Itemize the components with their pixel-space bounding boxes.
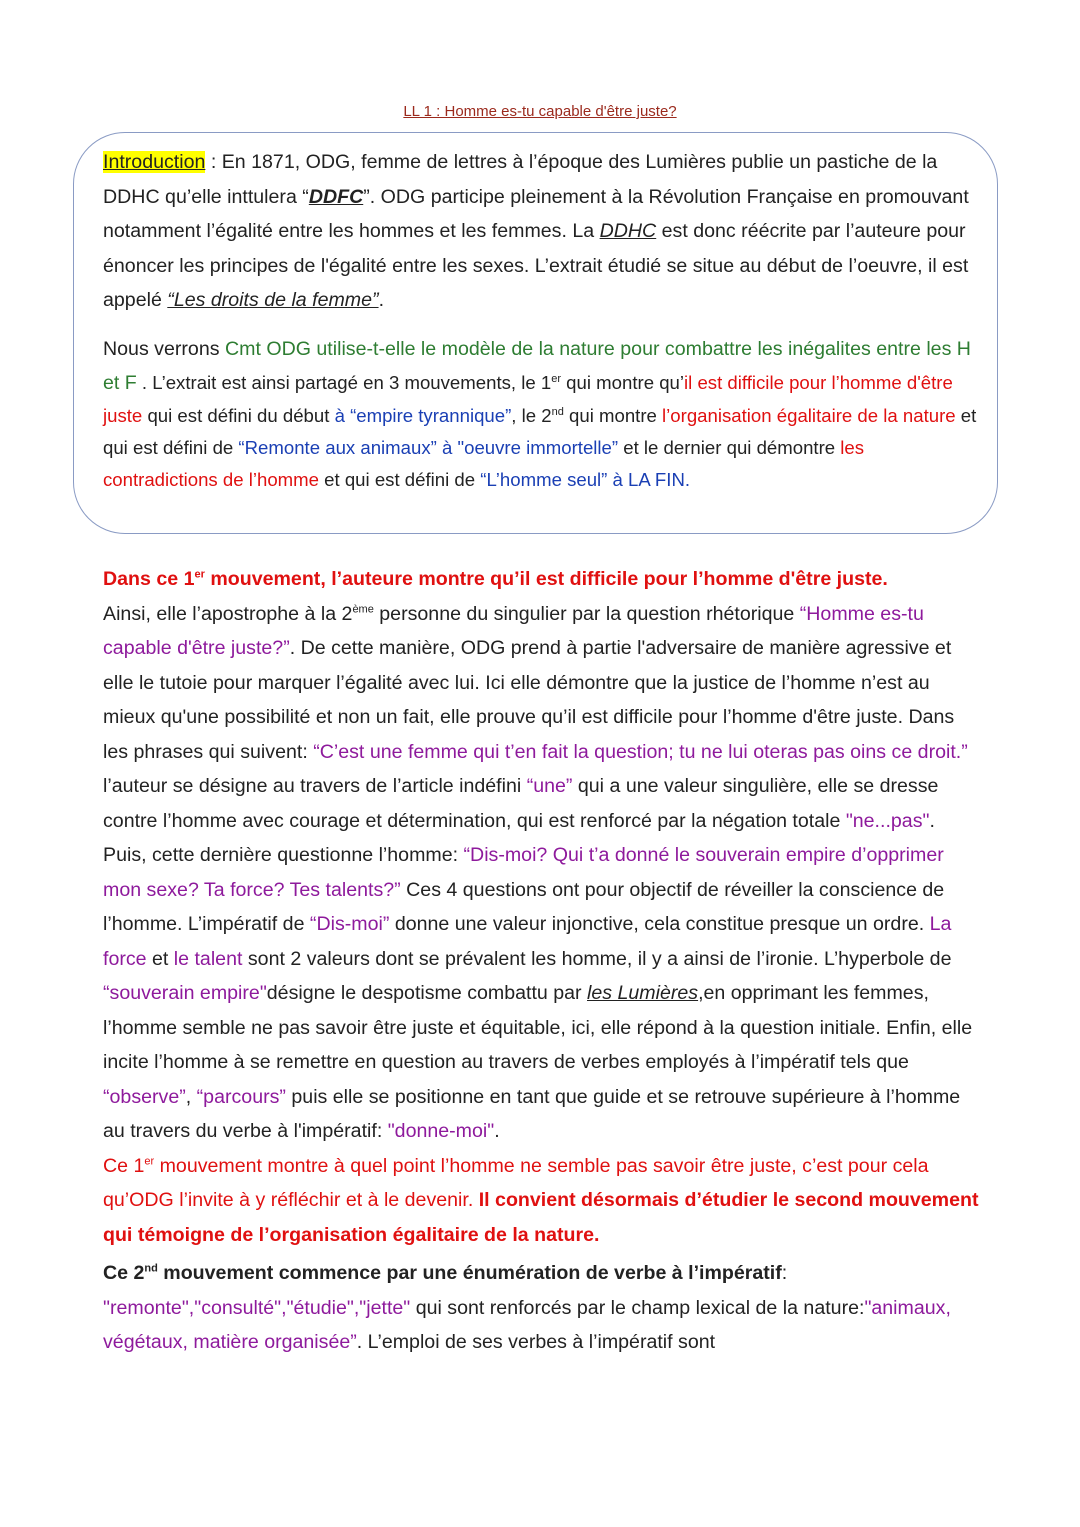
intro-text: est donc réécrite par l’auteure pour énoncer les principes de l'égalité entre les sexes. L’extrait étudié se situe au début de l’oeuvre, il est appelé bbox=[103, 220, 969, 312]
lumieres-term: les Lumières bbox=[587, 982, 699, 1004]
movement-1-summary: il est difficile pour l’homme d'être juste bbox=[103, 372, 953, 426]
quote: “Dis-moi? Qui t’a donné le souverain empire d’opprimer mon sexe? Ta force? Tes talents?” bbox=[103, 844, 944, 901]
plan-text: qui est défini du début bbox=[142, 405, 335, 426]
quote: “observe” bbox=[103, 1085, 186, 1108]
movement-2-summary: l’organisation égalitaire de la nature bbox=[662, 405, 956, 426]
plan-paragraph bbox=[103, 332, 983, 496]
plan-section bbox=[103, 332, 983, 496]
movement-2-heading: Ce 2nd mouvement commence par une énumération de verbe à l’impératif bbox=[103, 1262, 782, 1284]
quote: La force bbox=[103, 913, 952, 970]
plan-text: qui montre bbox=[563, 405, 663, 426]
quote: "donne-moi" bbox=[387, 1120, 495, 1142]
page-title: LL 1 : Homme es-tu capable d'être juste? bbox=[403, 103, 677, 120]
extract-title: “Les droits de la femme” bbox=[167, 289, 379, 312]
introduction-paragraph bbox=[103, 145, 983, 318]
quote: "remonte","consulté","étudie","jette" bbox=[103, 1296, 411, 1319]
analysis-section bbox=[103, 562, 983, 1360]
quote: “parcours” bbox=[196, 1085, 286, 1108]
ordinal-sup: er bbox=[551, 372, 562, 385]
intro-text: . bbox=[378, 289, 385, 312]
plan-text: et qui est défini de bbox=[319, 469, 481, 490]
movement-1-range: à “empire tyrannique” bbox=[334, 405, 512, 426]
plan-text: Nous verrons bbox=[103, 338, 225, 360]
plan-text: , le 2 bbox=[511, 405, 552, 426]
plan-text: qui montre qu’ bbox=[561, 372, 685, 393]
movement-2-paragraph: Ce 2nd mouvement commence par une énumération de verbe à l’impératif: "remonte","consulté","étudie","jette" qui sont renforcés par le champ lexical de la nature:"animaux, végétaux, matière organisée”. L’emploi de ses verbes à l’impératif sont bbox=[103, 1262, 951, 1353]
quote: “C’est une femme qui t’en fait la question; tu ne lui oteras pas oins ce droit.” bbox=[313, 740, 968, 763]
transition: Il convient désormais d’étudier le second mouvement qui témoigne de l’organisation égalitaire de la nature. bbox=[103, 1189, 979, 1246]
quote: “Homme es-tu capable d'être juste?” bbox=[103, 602, 924, 659]
movement-1-heading: Dans ce 1er mouvement, l’auteure montre qu’il est difficile pour l’homme d'être juste. bbox=[103, 568, 888, 590]
introduction-section bbox=[103, 145, 983, 318]
intro-text: ”. ODG participe pleinement à la Révolution Française en promouvant notamment l’égalité entre les hommes et les femmes. La bbox=[103, 185, 969, 243]
plan-text: . L’extrait est ainsi partagé en 3 mouvements, le 1 bbox=[136, 372, 552, 393]
introduction-label: Introduction bbox=[103, 151, 206, 173]
plan-text: et qui est défini de bbox=[103, 405, 977, 458]
movement-1-conclusion: Ce 1er mouvement montre à quel point l’homme ne semble pas savoir être juste, c’est pour cela qu’ODG l’invite à y réfléchir et à le devenir. Il convient désormais d’étudier le second mouvement qui témoigne de l’organisation égalitaire de la nature. bbox=[103, 1154, 979, 1246]
movement-1-paragraph: Ainsi, elle l’apostrophe à la 2ème personne du singulier par la question rhétorique “Homme es-tu capable d'être juste?”. De cette manière, ODG prend à partie l'adversaire de manière agressive et elle le tutoie pour marquer l’égalité avec lui. Ici elle démontre que la justice de l’homme n’est au mieux qu'une possibilité et non un fait, elle prouve qu’il est difficile pour l’homme d'être juste. Dans les phrases qui suivent: “C’est une femme qui t’en fait la question; tu ne lui oteras pas oins ce droit.” l’auteur se désigne au travers de l’article indéfini “une” qui a une valeur singulière, elle se dresse contre l’homme avec courage et détermination, qui est renforcé par la négation totale "ne...pas". Puis, cette dernière questionne l’homme: “Dis-moi? Qui t’a donné le souverain empire d’opprimer mon sexe? Ta force? Tes talents?” Ces 4 questions ont pour objectif de réveiller la conscience de l’homme. L’impératif de “Dis-moi” donne une valeur injonctive, cela constitue presque un ordre. La force et le talent sont 2 valeurs dont se prévalent les homme, il y a ainsi de l’ironie. L’hyperbole de “souverain empire"désigne le despotisme combattu par les Lumières,en opprimant les femmes, l’homme semble ne pas savoir être juste et équitable, ici, elle répond à la question initiale. Enfin, elle incite l’homme à se remettre en question au travers de verbes employés à l’impératif tels que “observe”, “parcours” puis elle se positionne en tant que guide et se retrouve supérieure à l’homme au travers du verbe à l'impératif: "donne-moi". bbox=[103, 602, 973, 1142]
movement-3-range: “L’homme seul” à LA FIN. bbox=[480, 469, 691, 490]
plan-text: et le dernier qui démontre bbox=[618, 437, 841, 458]
quote: “une” bbox=[526, 775, 573, 797]
quote: "ne...pas" bbox=[845, 809, 930, 832]
quote: "animaux, végétaux, matière organisée” bbox=[103, 1296, 951, 1353]
ordinal-sup: nd bbox=[551, 405, 564, 418]
quote: “souverain empire" bbox=[103, 982, 267, 1004]
problematic: Cmt ODG utilise-t-elle le modèle de la nature pour combattre les inégalites entre les H et F bbox=[103, 338, 971, 394]
quote: “Dis-moi” bbox=[309, 913, 390, 935]
ddhc-term: DDHC bbox=[599, 220, 657, 243]
movement-3-summary: les contradictions de l’homme bbox=[103, 437, 865, 490]
movement-2-range: “Remonte aux animaux” à "oeuvre immortelle” bbox=[238, 437, 619, 458]
intro-text: : En 1871, ODG, femme de lettres à l’époque des Lumières publie un pastiche de la DDHC qu’elle inttulera “ bbox=[103, 151, 938, 208]
ddfc-term: DDFC bbox=[308, 185, 364, 208]
quote: le talent bbox=[173, 947, 243, 970]
